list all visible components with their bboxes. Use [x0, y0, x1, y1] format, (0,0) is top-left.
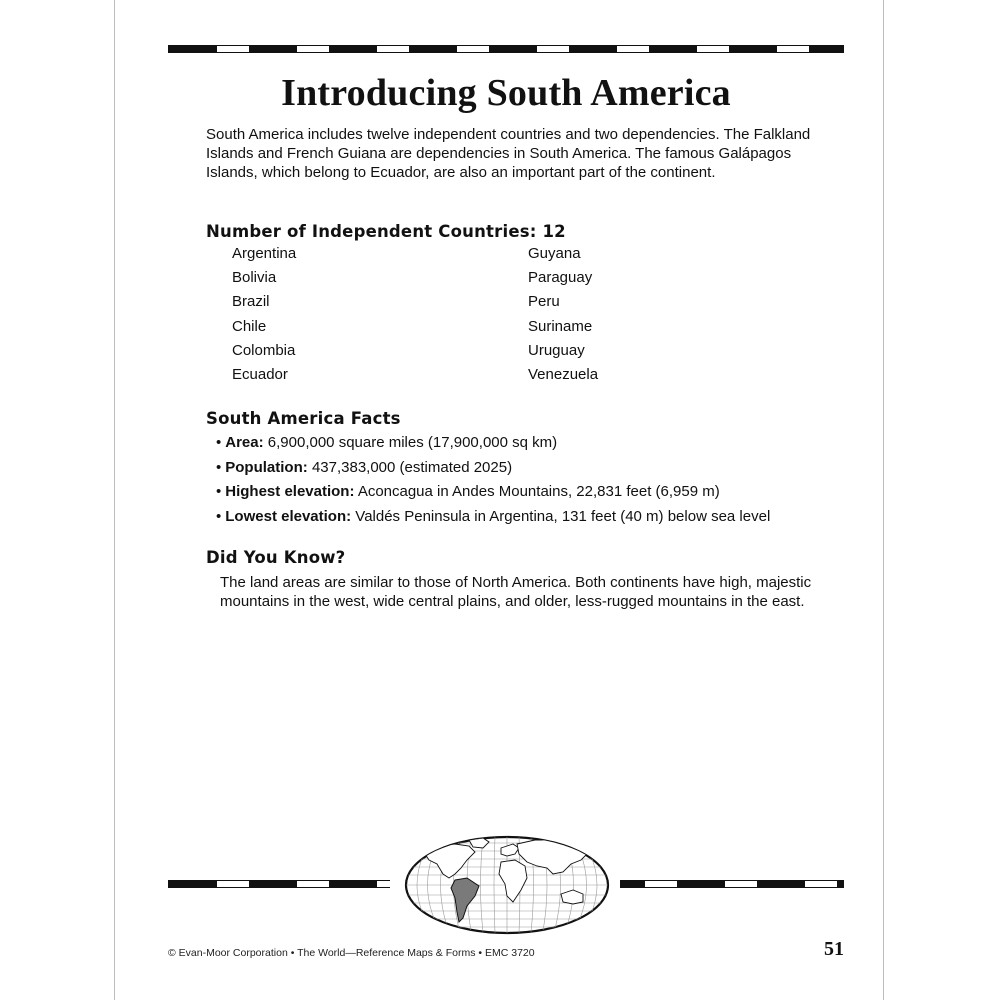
fact-item [216, 482, 770, 507]
intro-paragraph: South America includes twelve independent countries and two dependencies. The Falkland Islands and French Guiana are dependencies in South America. The famous Galápagos Islands, which belong to Ecuador, are also an important part of the continent. [206, 126, 811, 181]
facts-heading: South America Facts [206, 409, 401, 428]
fact-label: Highest elevation: [225, 483, 355, 500]
country-item: Argentina [232, 245, 297, 262]
bullet-icon: • [216, 434, 222, 451]
facts-list [216, 433, 770, 531]
country-item: Uruguay [528, 341, 585, 359]
country-list-right [528, 244, 598, 389]
country-list-left [232, 244, 296, 389]
country-item: Suriname [528, 317, 593, 335]
fact-item [216, 433, 770, 458]
top-decorative-rule [168, 45, 844, 53]
country-item: Ecuador [232, 365, 288, 383]
world-map-icon [403, 834, 611, 936]
bullet-icon: • [216, 483, 222, 500]
footer-credit: © Evan-Moor Corporation • The World—Reference Maps & Forms • EMC 3720 [168, 947, 535, 959]
country-item: Guyana [528, 245, 581, 262]
bullet-icon: • [216, 507, 222, 525]
bottom-decorative-rule-right [596, 880, 844, 888]
country-item: Chile [232, 317, 267, 335]
did-you-know-text: The land areas are similar to those of North America. Both continents have high, majestic mountains in the west, wide central plains, and older, less-rugged mountains in the east. [220, 574, 812, 610]
fact-item [216, 458, 770, 483]
fact-value: 437,383,000 (estimated 2025) [311, 458, 513, 476]
fact-value: Valdés Peninsula in Argentina, 131 feet (40 m) below sea level [355, 507, 771, 525]
did-you-know-heading: Did You Know? [206, 548, 346, 567]
bullet-icon: • [216, 458, 222, 476]
fact-value: 6,900,000 square miles (17,900,000 sq km) [267, 434, 558, 451]
country-item: Peru [528, 293, 560, 311]
page-title: Introducing South America [281, 72, 731, 114]
country-item: Brazil [232, 293, 270, 311]
fact-item [216, 507, 770, 532]
fact-label: Area: [225, 434, 264, 451]
country-item: Paraguay [528, 269, 593, 287]
fact-label: Population: [225, 458, 308, 476]
country-item: Venezuela [528, 365, 599, 383]
country-item: Bolivia [232, 269, 277, 287]
country-item: Colombia [232, 341, 296, 359]
bottom-decorative-rule-left [168, 880, 416, 888]
fact-value: Aconcagua in Andes Mountains, 22,831 feet (6,959 m) [357, 483, 720, 500]
page-number: 51 [824, 938, 844, 960]
countries-heading: Number of Independent Countries: 12 [206, 222, 566, 241]
fact-label: Lowest elevation: [225, 507, 352, 525]
